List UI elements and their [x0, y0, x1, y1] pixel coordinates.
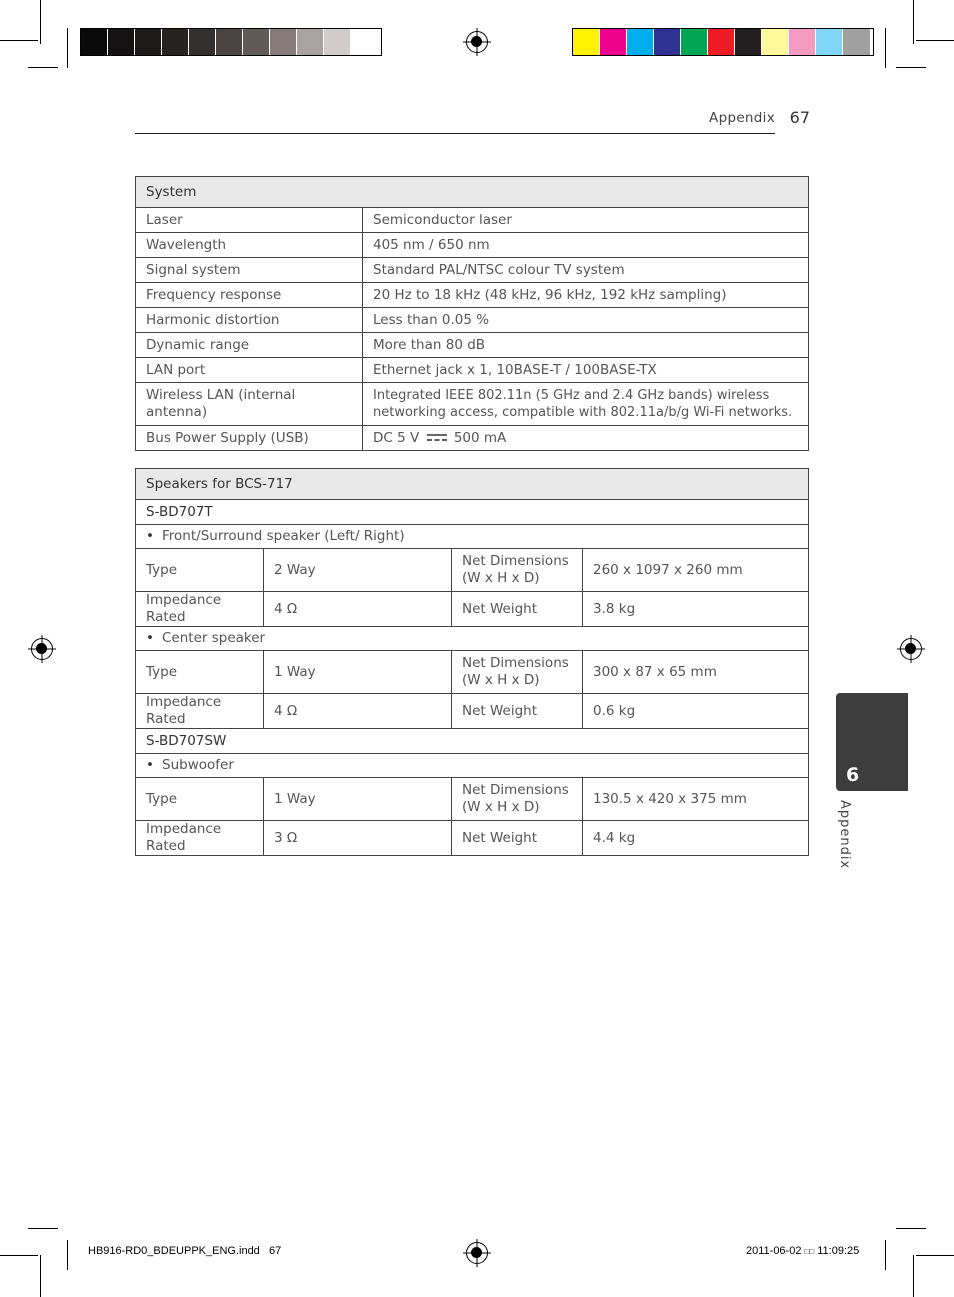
color-swatch: [681, 29, 708, 55]
table-row: [136, 592, 809, 627]
spec-label: Type: [136, 651, 264, 694]
spec-value: 2 Way: [264, 549, 452, 592]
crop-mark: [40, 0, 41, 44]
gray-swatch: [108, 29, 135, 55]
table-row: [136, 383, 809, 426]
crop-mark: [67, 28, 68, 68]
table-row: [136, 233, 809, 258]
footer-timestamp: [746, 1245, 859, 1257]
spec-label: Signal system: [136, 258, 363, 283]
spec-value: 405 nm / 650 nm: [363, 233, 809, 258]
table-title: System: [136, 177, 809, 208]
speakers-spec-table: [135, 468, 809, 856]
color-swatch: [627, 29, 654, 55]
spec-value: 1 Way: [264, 778, 452, 821]
process-color-bar: [572, 28, 874, 56]
page-number: 67: [789, 108, 810, 127]
table-row: [136, 308, 809, 333]
spec-label: Net Weight: [452, 592, 583, 627]
spec-label: Type: [136, 549, 264, 592]
spec-label: Wireless LAN (internal antenna): [136, 383, 363, 426]
registration-mark-icon: [466, 1242, 488, 1264]
spec-value: Less than 0.05 %: [363, 308, 809, 333]
spec-label: [452, 549, 583, 592]
spec-value: 4 Ω: [264, 592, 452, 627]
gray-swatch: [216, 29, 243, 55]
dim-label-line: (W x H x D): [462, 799, 540, 815]
crop-mark: [913, 1255, 914, 1297]
table-title: Speakers for BCS-717: [136, 469, 809, 500]
crop-mark: [40, 1255, 41, 1297]
spec-value: Ethernet jack x 1, 10BASE-T / 100BASE-TX: [363, 358, 809, 383]
registration-mark-icon: [31, 638, 53, 660]
gray-swatch: [162, 29, 189, 55]
footer-file-name: HB916-RD0_BDEUPPK_ENG.indd 67: [88, 1245, 282, 1257]
table-row: [136, 283, 809, 308]
spec-value-suffix: 500 mA: [453, 429, 507, 446]
spec-label: Impedance Rated: [136, 821, 264, 856]
registration-mark-icon: [466, 31, 488, 53]
spec-value: 20 Hz to 18 kHz (48 kHz, 96 kHz, 192 kHz sampling): [363, 283, 809, 308]
table-row: [136, 651, 809, 694]
dim-label-line: Net Dimensions: [462, 782, 569, 798]
spec-value-prefix: DC 5 V: [373, 429, 420, 446]
crop-mark: [896, 1228, 926, 1229]
dc-symbol-icon: [427, 433, 447, 442]
crop-mark: [913, 0, 914, 44]
spec-label: Wavelength: [136, 233, 363, 258]
crop-mark: [885, 28, 886, 68]
spec-label: Bus Power Supply (USB): [136, 426, 363, 451]
dim-label-line: Net Dimensions: [462, 553, 569, 569]
crop-mark: [28, 67, 58, 68]
spec-label: Frequency response: [136, 283, 363, 308]
crop-mark: [916, 40, 954, 41]
table-row: [136, 208, 809, 233]
color-swatch: [600, 29, 627, 55]
gray-swatch: [81, 29, 108, 55]
spec-label: [452, 778, 583, 821]
table-row: [136, 549, 809, 592]
spec-label: [452, 651, 583, 694]
spec-label: Type: [136, 778, 264, 821]
crop-mark: [28, 1228, 58, 1229]
dim-label-line: (W x H x D): [462, 570, 540, 586]
bullet-text: • Subwoofer: [146, 757, 234, 773]
crop-mark: [885, 1240, 886, 1270]
spec-label: Impedance Rated: [136, 694, 264, 729]
spec-value-line: networking access, compatible with 802.11a/b/g Wi-Fi networks.: [373, 405, 793, 420]
spec-value: 130.5 x 420 x 375 mm: [583, 778, 809, 821]
spec-value: [363, 383, 809, 426]
gray-swatch: [189, 29, 216, 55]
spec-value: 260 x 1097 x 260 mm: [583, 549, 809, 592]
color-swatch: [843, 29, 870, 55]
bullet-text: • Center speaker: [146, 630, 265, 646]
spec-label: Dynamic range: [136, 333, 363, 358]
gray-swatch: [270, 29, 297, 55]
table-row: [136, 333, 809, 358]
footer-time: 11:09:25: [814, 1245, 860, 1257]
color-swatch: [573, 29, 600, 55]
spec-value: 300 x 87 x 65 mm: [583, 651, 809, 694]
crop-mark: [0, 40, 38, 41]
system-spec-table: [135, 176, 809, 451]
table-row: [136, 821, 809, 856]
color-swatch: [708, 29, 735, 55]
table-row: [136, 778, 809, 821]
dim-label-line: (W x H x D): [462, 672, 540, 688]
gray-swatch: [351, 29, 378, 55]
color-swatch: [789, 29, 816, 55]
color-swatch: [735, 29, 762, 55]
spec-value-line: Integrated IEEE 802.11n (5 GHz and 2.4 GHz bands) wireless: [373, 388, 770, 403]
dim-label-line: Net Dimensions: [462, 655, 569, 671]
table-row: [136, 694, 809, 729]
spec-value: Standard PAL/NTSC colour TV system: [363, 258, 809, 283]
gray-swatch: [135, 29, 162, 55]
spec-label: Impedance Rated: [136, 592, 264, 627]
crop-mark: [67, 1240, 68, 1270]
spec-label: Harmonic distortion: [136, 308, 363, 333]
color-swatch: [654, 29, 681, 55]
color-swatch: [816, 29, 843, 55]
spec-value: 1 Way: [264, 651, 452, 694]
spec-label: Laser: [136, 208, 363, 233]
registration-mark-icon: [900, 638, 922, 660]
bullet-text: • Front/Surround speaker (Left/ Right): [146, 528, 405, 544]
spec-value: 4.4 kg: [583, 821, 809, 856]
header-rule: [135, 133, 775, 134]
gray-swatch: [243, 29, 270, 55]
footer-char-glyph: □□: [804, 1247, 815, 1256]
spec-value: More than 80 dB: [363, 333, 809, 358]
table-row: [136, 258, 809, 283]
color-swatch: [762, 29, 789, 55]
chapter-tab-number: 6: [846, 764, 860, 786]
footer-date: 2011-06-02: [746, 1245, 805, 1257]
running-header-section: Appendix: [709, 110, 775, 126]
spec-value: 3.8 kg: [583, 592, 809, 627]
gray-swatch: [297, 29, 324, 55]
crop-mark: [916, 1255, 954, 1256]
speaker-group-bullet: [136, 754, 809, 778]
spec-label: Net Weight: [452, 694, 583, 729]
table-row: [136, 358, 809, 383]
spec-value: 3 Ω: [264, 821, 452, 856]
speaker-model-name: S-BD707SW: [136, 729, 809, 754]
speaker-model-name: S-BD707T: [136, 500, 809, 525]
spec-label: Net Weight: [452, 821, 583, 856]
gray-swatch: [324, 29, 351, 55]
grayscale-color-bar: [80, 28, 382, 56]
speaker-group-bullet: [136, 627, 809, 651]
chapter-tab-label: Appendix: [837, 800, 852, 870]
speaker-group-bullet: [136, 525, 809, 549]
table-row: [136, 426, 809, 451]
spec-value: 0.6 kg: [583, 694, 809, 729]
spec-label: LAN port: [136, 358, 363, 383]
crop-mark: [0, 1255, 38, 1256]
crop-mark: [896, 67, 926, 68]
spec-value: [363, 426, 809, 451]
spec-value: Semiconductor laser: [363, 208, 809, 233]
spec-value: 4 Ω: [264, 694, 452, 729]
